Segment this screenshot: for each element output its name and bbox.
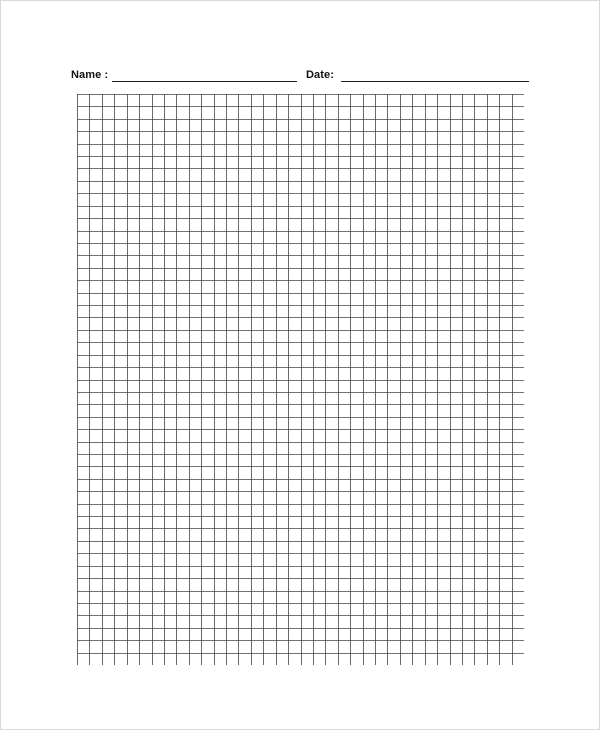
name-field-line[interactable] <box>112 81 297 82</box>
name-label: Name : <box>71 69 109 81</box>
date-field-line[interactable] <box>341 81 529 82</box>
grid-lines <box>77 94 524 665</box>
form-header <box>1 1 600 91</box>
date-label: Date: <box>306 69 335 81</box>
graph-grid <box>77 94 524 665</box>
